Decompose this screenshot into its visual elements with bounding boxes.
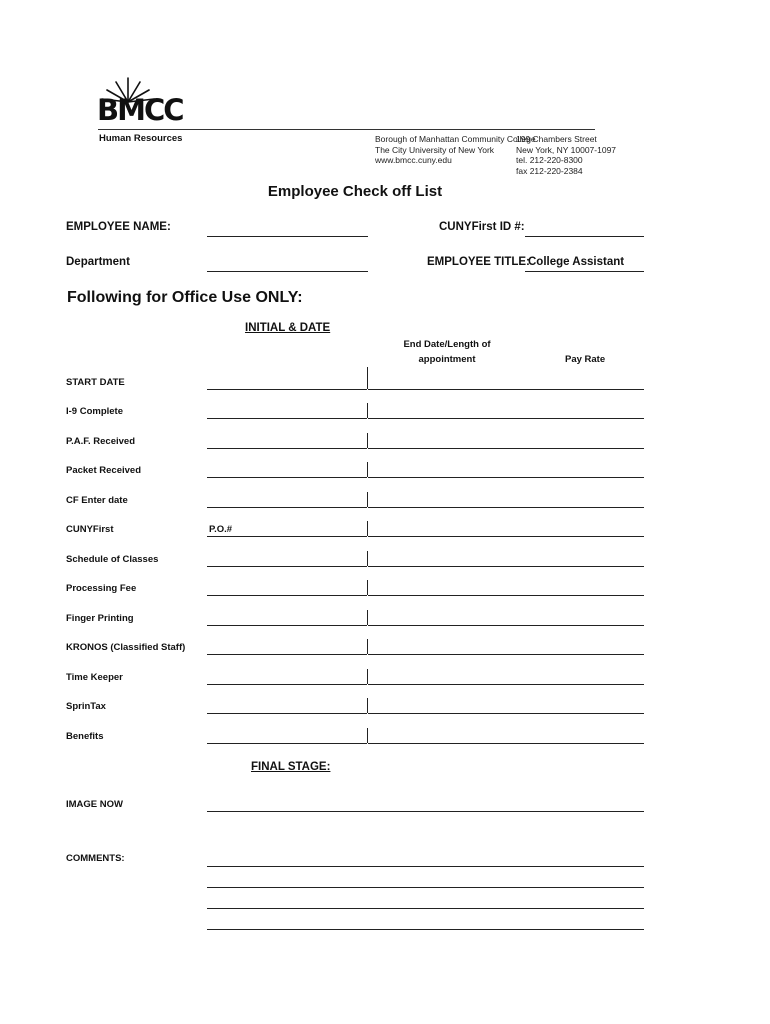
checklist-item-label: CF Enter date: [66, 495, 128, 506]
office-use-heading: Following for Office Use ONLY:: [67, 289, 303, 306]
end-date-pay-rate-field[interactable]: [368, 713, 644, 714]
employee-title-label: EMPLOYEE TITLE:: [427, 256, 530, 268]
initial-date-field[interactable]: [207, 448, 367, 449]
checklist-item-label: KRONOS (Classified Staff): [66, 642, 186, 653]
address-line: fax 212-220-2384: [516, 165, 583, 176]
checklist-item-label: I-9 Complete: [66, 406, 124, 417]
initial-date-field[interactable]: [207, 507, 367, 508]
initial-date-field[interactable]: [207, 477, 367, 478]
final-stage-heading: FINAL STAGE:: [251, 761, 331, 773]
column-divider: [367, 669, 368, 684]
initial-date-field[interactable]: [207, 625, 367, 626]
address-line: New York, NY 10007-1097: [516, 144, 617, 155]
department-field-label: Department: [66, 256, 130, 268]
initial-date-field[interactable]: [207, 743, 367, 744]
end-date-pay-rate-field[interactable]: [368, 448, 644, 449]
employee-name-field[interactable]: [207, 236, 368, 237]
employee-title-field[interactable]: [525, 271, 644, 272]
checklist-item-label: Packet Received: [66, 465, 141, 476]
department-field[interactable]: [207, 271, 368, 272]
header-rule: [98, 129, 595, 130]
column-divider: [367, 521, 368, 536]
column-divider: [367, 580, 368, 595]
initial-date-field[interactable]: [207, 566, 367, 567]
initial-date-field[interactable]: [207, 684, 367, 685]
address-line: tel. 212-220-8300: [516, 155, 583, 165]
initial-date-field[interactable]: [207, 595, 367, 596]
logo-text: BMCC: [97, 93, 183, 127]
employee-title-value: College Assistant: [528, 256, 625, 268]
end-date-pay-rate-field[interactable]: [368, 566, 644, 567]
initial-date-header: INITIAL & DATE: [245, 322, 331, 334]
initial-date-field[interactable]: [207, 389, 367, 390]
checklist-item-label: P.A.F. Received: [66, 436, 136, 447]
column-divider: [367, 462, 368, 477]
comments-line[interactable]: [207, 908, 644, 909]
column-divider: [367, 433, 368, 448]
address-line: Borough of Manhattan Community College: [375, 134, 536, 144]
checklist-item-label: Processing Fee: [66, 583, 137, 594]
address-line: www.bmcc.cuny.edu: [375, 155, 452, 165]
initial-date-field[interactable]: [207, 418, 367, 419]
checklist-item-label: SprinTax: [66, 701, 106, 712]
checklist-item-label: START DATE: [66, 377, 125, 388]
end-date-pay-rate-field[interactable]: [368, 507, 644, 508]
address-right: [516, 134, 616, 176]
comments-line[interactable]: [207, 929, 644, 930]
form-title: Employee Check off List: [267, 183, 443, 200]
end-date-pay-rate-field[interactable]: [368, 654, 644, 655]
column-divider: [367, 551, 368, 566]
address-line: 199 Chambers Street: [516, 134, 597, 144]
checklist-item-label: CUNYFirst: [66, 524, 114, 535]
comments-line[interactable]: [207, 887, 644, 888]
column-divider: [367, 698, 368, 713]
employee-name-label: EMPLOYEE NAME:: [66, 221, 171, 233]
end-date-pay-rate-field[interactable]: [368, 684, 644, 685]
column-divider: [367, 367, 368, 389]
pay-rate-header: Pay Rate: [565, 354, 606, 365]
address-line: The City University of New York: [375, 144, 495, 155]
column-divider: [367, 492, 368, 507]
initial-date-field[interactable]: [207, 536, 367, 537]
cunyfirst-id-label: CUNYFirst ID #:: [439, 221, 525, 233]
end-date-pay-rate-field[interactable]: [368, 418, 644, 419]
image-now-field[interactable]: [207, 811, 644, 812]
initial-date-field[interactable]: [207, 713, 367, 714]
column-divider: [367, 728, 368, 743]
comments-line[interactable]: [207, 866, 644, 867]
end-date-pay-rate-field[interactable]: [368, 743, 644, 744]
column-divider: [367, 403, 368, 418]
comments-label: COMMENTS:: [66, 853, 125, 864]
end-date-pay-rate-field[interactable]: [368, 536, 644, 537]
address-left: [375, 134, 536, 166]
column-divider: [367, 610, 368, 625]
checklist-item-label: Benefits: [66, 731, 104, 742]
end-date-pay-rate-field[interactable]: [368, 389, 644, 390]
end-date-header: End Date/Length of appointment: [403, 339, 491, 365]
end-date-pay-rate-field[interactable]: [368, 625, 644, 626]
end-date-pay-rate-field[interactable]: [368, 595, 644, 596]
initial-date-field[interactable]: [207, 654, 367, 655]
po-number-label: P.O.#: [209, 524, 233, 535]
checklist-item-label: Schedule of Classes: [66, 554, 159, 565]
checklist-item-label: Time Keeper: [66, 672, 123, 683]
end-date-pay-rate-field[interactable]: [368, 477, 644, 478]
cunyfirst-id-field[interactable]: [525, 236, 644, 237]
checklist-item-label: Finger Printing: [66, 613, 134, 624]
department-label: Human Resources: [99, 133, 183, 144]
column-divider: [367, 639, 368, 654]
image-now-label: IMAGE NOW: [66, 799, 123, 810]
